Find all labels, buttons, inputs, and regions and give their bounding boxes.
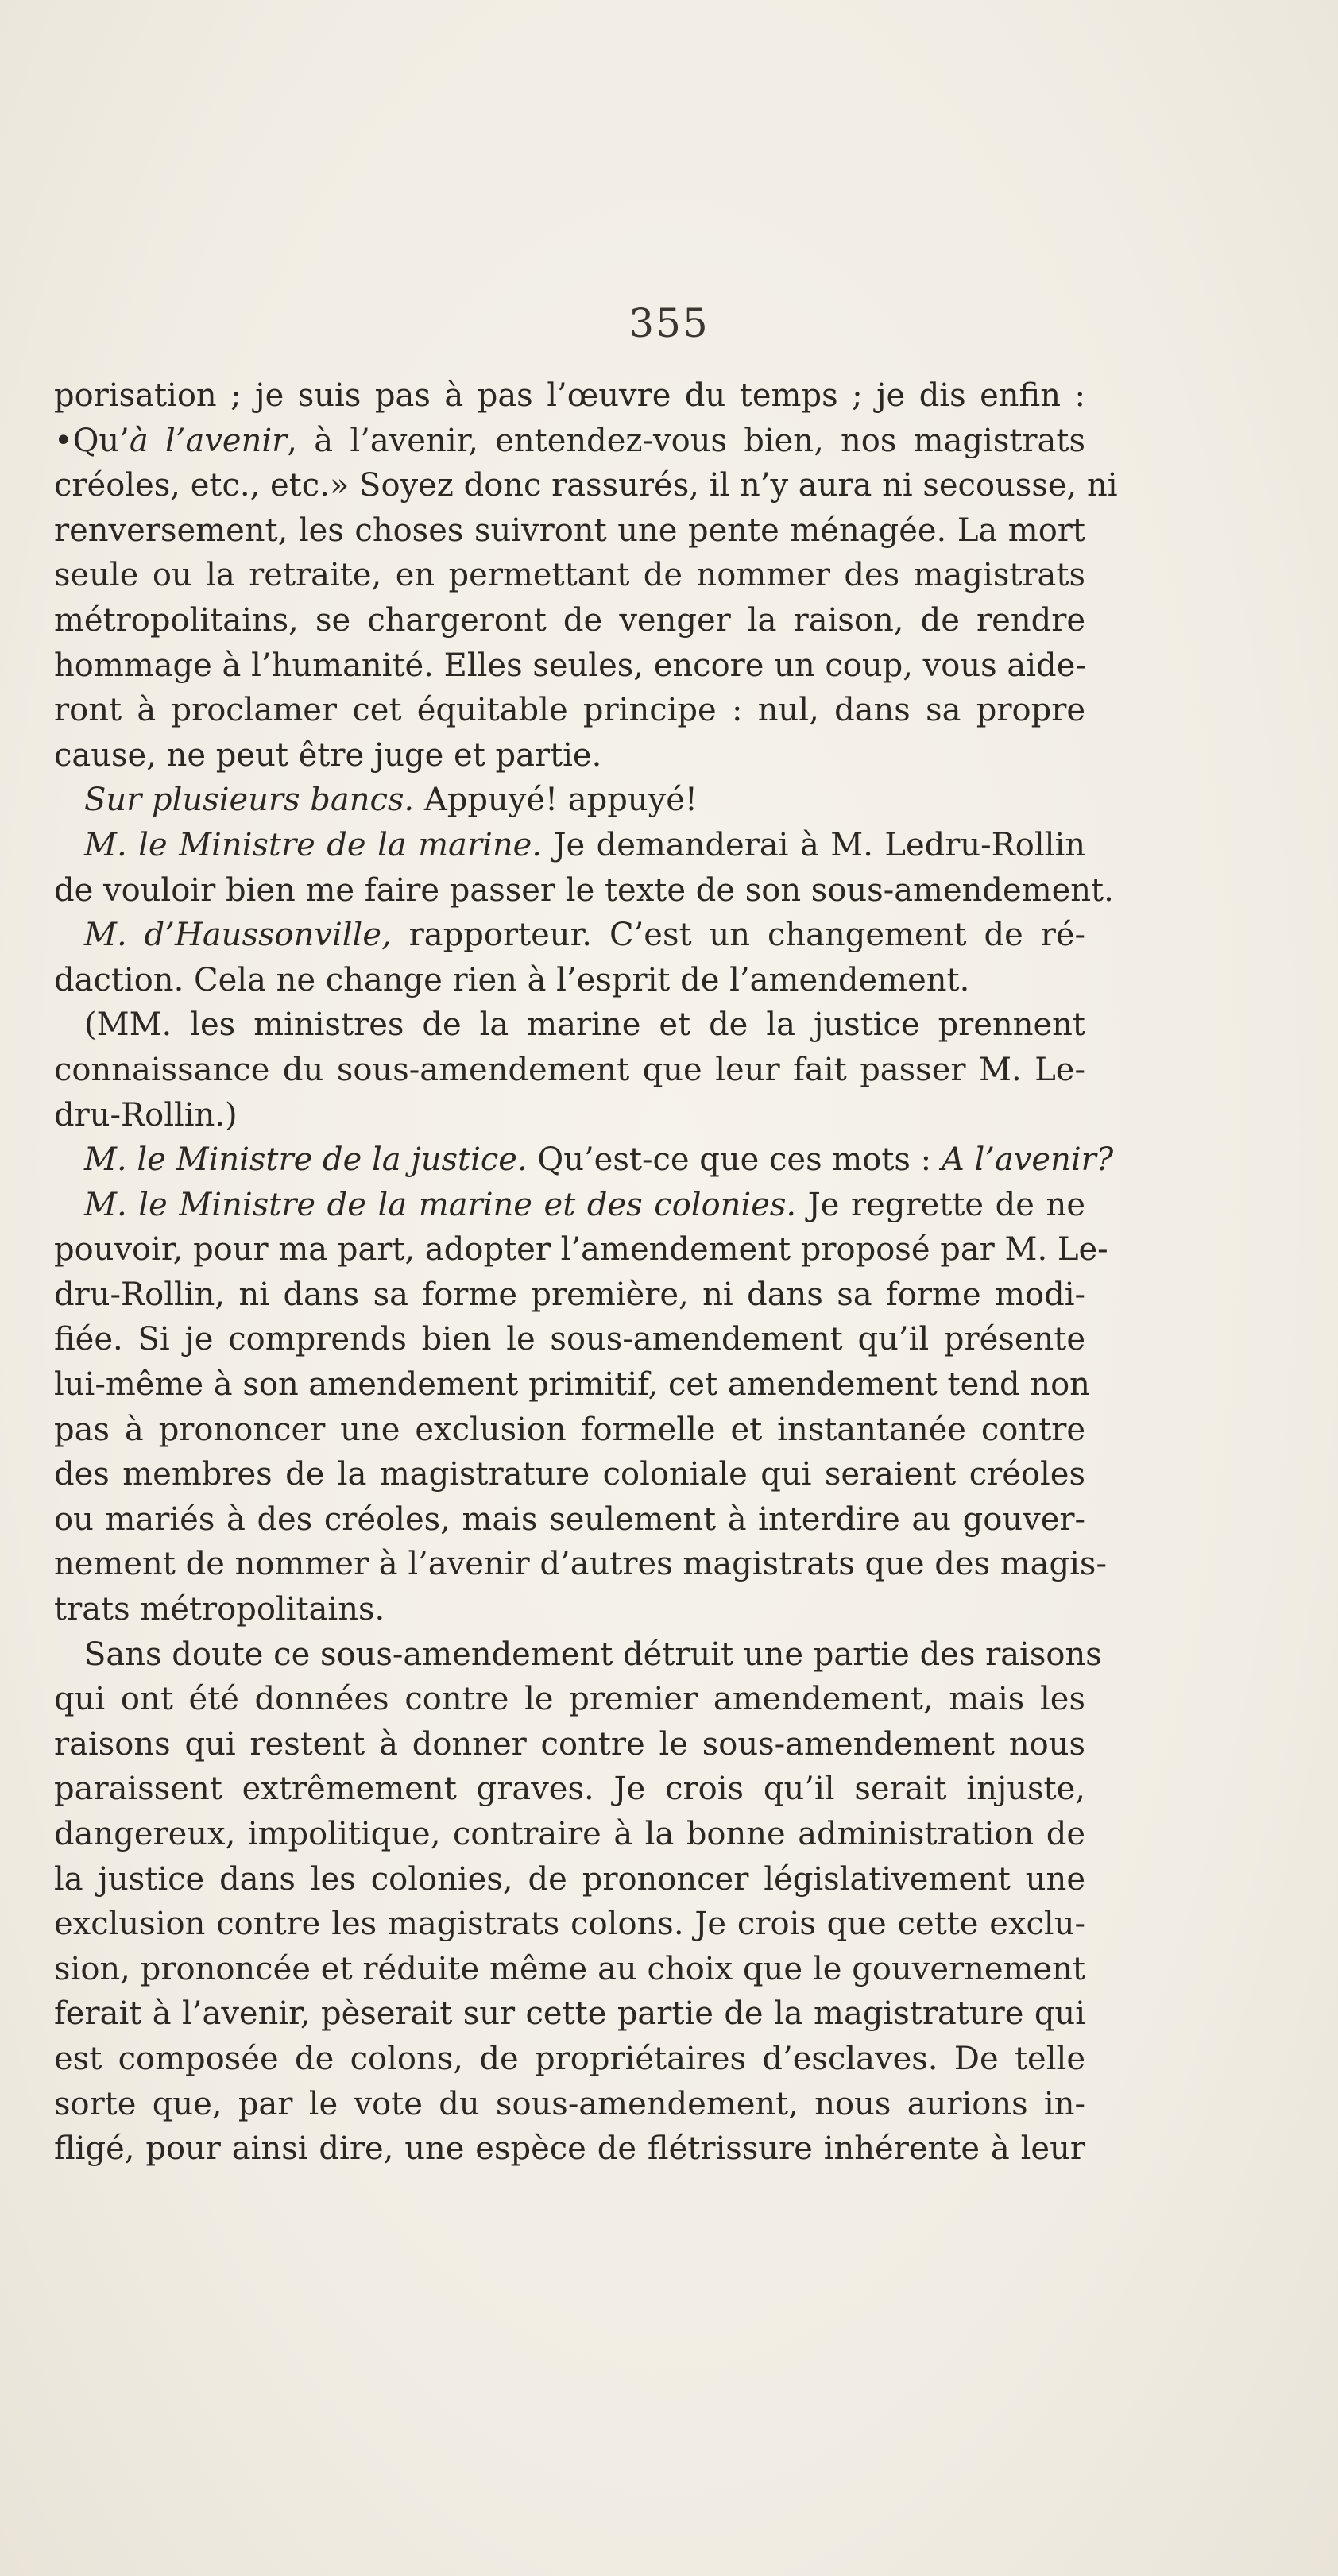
text-segment: porisation ; je suis pas à pas l’œuvre du temps ; je dis enfin : [54, 377, 1085, 414]
text-segment: métropolitains, se chargeront de venger la raison, de rendre [54, 601, 1085, 639]
text-line [54, 1587, 1085, 1632]
italic-text-segment: à l’avenir [129, 422, 288, 459]
text-line [54, 508, 1085, 554]
text-line [54, 1497, 1085, 1543]
text-line [54, 823, 1085, 868]
italic-text-segment: M. d’Haussonville, [84, 917, 392, 954]
text-line [54, 1767, 1085, 1812]
text-segment: dru-Rollin, ni dans sa forme première, ni dans sa forme modi- [54, 1276, 1085, 1313]
text-segment: Je regrette de ne [796, 1186, 1085, 1223]
text-segment: fligé, pour ainsi dire, une espèce de flétrissure inhérente à leur [54, 2130, 1085, 2168]
text-line [54, 1093, 1085, 1138]
text-line [54, 1632, 1102, 1678]
text-segment: Je demanderai à M. Ledru-Rollin [541, 826, 1085, 863]
italic-text-segment: M. le Ministre de la justice. [84, 1141, 528, 1179]
text-segment: ferait à l’avenir, pèserait sur cette partie de la magistrature qui [54, 1995, 1085, 2033]
text-line [54, 1991, 1085, 2037]
text-line [54, 1317, 1085, 1362]
text-segment: Appuyé! appuyé! [414, 782, 698, 819]
text-segment: nement de nommer à l’avenir d’autres magistrats que des magis- [54, 1546, 1107, 1583]
text-segment: Qu’est-ce que ces mots : [527, 1141, 942, 1179]
text-line [54, 1183, 1085, 1228]
text-segment: trats métropolitains. [54, 1591, 385, 1628]
text-segment: pouvoir, pour ma part, adopter l’amendement proposé par M. Le- [54, 1231, 1108, 1269]
text-line [54, 688, 1085, 733]
text-line [54, 1902, 1085, 1947]
text-line [54, 1137, 1114, 1183]
text-segment: de vouloir bien me faire passer le texte de son sous-amendement. [54, 871, 1114, 909]
text-segment: créoles, etc., etc.» Soyez donc rassurés, il n’y aura ni secousse, ni [54, 467, 1118, 504]
text-line [54, 778, 1085, 823]
text-segment: raisons qui restent à donner contre le sous-amendement nous [54, 1725, 1085, 1763]
text-line [54, 419, 1085, 464]
text-line [54, 958, 1085, 1003]
text-segment: , à l’avenir, entendez-vous bien, nos magistrats [287, 422, 1085, 459]
italic-text-segment: A l’avenir? [941, 1141, 1114, 1179]
text-line [54, 1722, 1085, 1767]
text-line [54, 733, 1085, 778]
text-line [54, 2082, 1085, 2127]
text-line [54, 598, 1085, 643]
text-line [54, 553, 1085, 598]
text-segment: seule ou la retraite, en permettant de nommer des magistrats [54, 557, 1085, 594]
text-segment: cause, ne peut être juge et partie. [54, 736, 602, 774]
text-line [54, 2037, 1085, 2082]
text-segment: est composée de colons, de propriétaires d’esclaves. De telle [54, 2040, 1085, 2077]
text-line [54, 463, 1118, 508]
text-line [54, 2126, 1085, 2172]
italic-text-segment: M. le Ministre de la marine et des colonies. [84, 1186, 797, 1223]
text-line [54, 1452, 1085, 1497]
text-line [54, 868, 1114, 913]
text-line [54, 1002, 1085, 1048]
text-line [54, 1408, 1085, 1453]
text-segment: sion, prononcée et réduite même au choix que le gouvernement [54, 1950, 1085, 1987]
text-segment: •Qu’ [54, 422, 130, 459]
text-segment: rapporteur. C’est un changement de ré- [391, 917, 1086, 954]
text-segment: dangereux, impolitique, contraire à la bonne administration de [54, 1816, 1085, 1852]
text-segment: pas à prononcer une exclusion formelle et instantanée contre [54, 1411, 1085, 1448]
text-segment: la justice dans les colonies, de prononcer législativement une [54, 1860, 1085, 1898]
text-segment: des membres de la magistrature coloniale qui seraient créoles [54, 1456, 1085, 1493]
text-segment: sorte que, par le vote du sous-amendement, nous aurions in- [54, 2085, 1085, 2122]
text-segment: connaissance du sous-amendement que leur fait passer M. Le- [54, 1051, 1085, 1088]
text-segment: paraissent extrêmement graves. Je crois qu’il serait injuste, [54, 1771, 1085, 1808]
text-segment: (MM. les ministres de la marine et de la justice prennent [84, 1006, 1085, 1044]
text-line [54, 373, 1085, 419]
text-segment: dru-Rollin.) [54, 1096, 238, 1134]
text-segment: daction. Cela ne change rien à l’esprit de l’amendement. [54, 961, 970, 998]
italic-text-segment: Sur plusieurs bancs. [84, 782, 415, 819]
text-line [54, 1362, 1090, 1408]
body-text [54, 373, 1118, 2172]
text-line [54, 1048, 1085, 1093]
text-line [54, 1227, 1108, 1273]
text-line [54, 1947, 1085, 1992]
text-line [54, 1812, 1085, 1857]
text-line [54, 1677, 1085, 1722]
text-segment: qui ont été données contre le premier amendement, mais les [54, 1681, 1085, 1718]
text-segment: renversement, les choses suivront une pente ménagée. La mort [54, 512, 1085, 549]
text-segment: lui-même à son amendement primitif, cet amendement tend non [54, 1366, 1090, 1404]
page-number: 355 [628, 300, 710, 346]
text-line [54, 643, 1085, 689]
text-line [54, 1857, 1085, 1902]
text-segment: exclusion contre les magistrats colons. Je crois que cette exclu- [54, 1906, 1085, 1943]
text-segment: ou mariés à des créoles, mais seulement à interdire au gouver- [54, 1500, 1085, 1538]
text-line [54, 1542, 1107, 1587]
italic-text-segment: M. le Ministre de la marine. [84, 826, 542, 863]
text-segment: hommage à l’humanité. Elles seules, encore un coup, vous aide- [54, 647, 1086, 684]
text-segment: Sans doute ce sous-amendement détruit une partie des raisons [84, 1636, 1102, 1673]
text-segment: ront à proclamer cet équitable principe : nul, dans sa propre [54, 692, 1085, 729]
text-segment: fiée. Si je comprends bien le sous-amendement qu’il présente [54, 1321, 1085, 1358]
text-line [54, 1273, 1085, 1318]
text-line [54, 913, 1085, 958]
